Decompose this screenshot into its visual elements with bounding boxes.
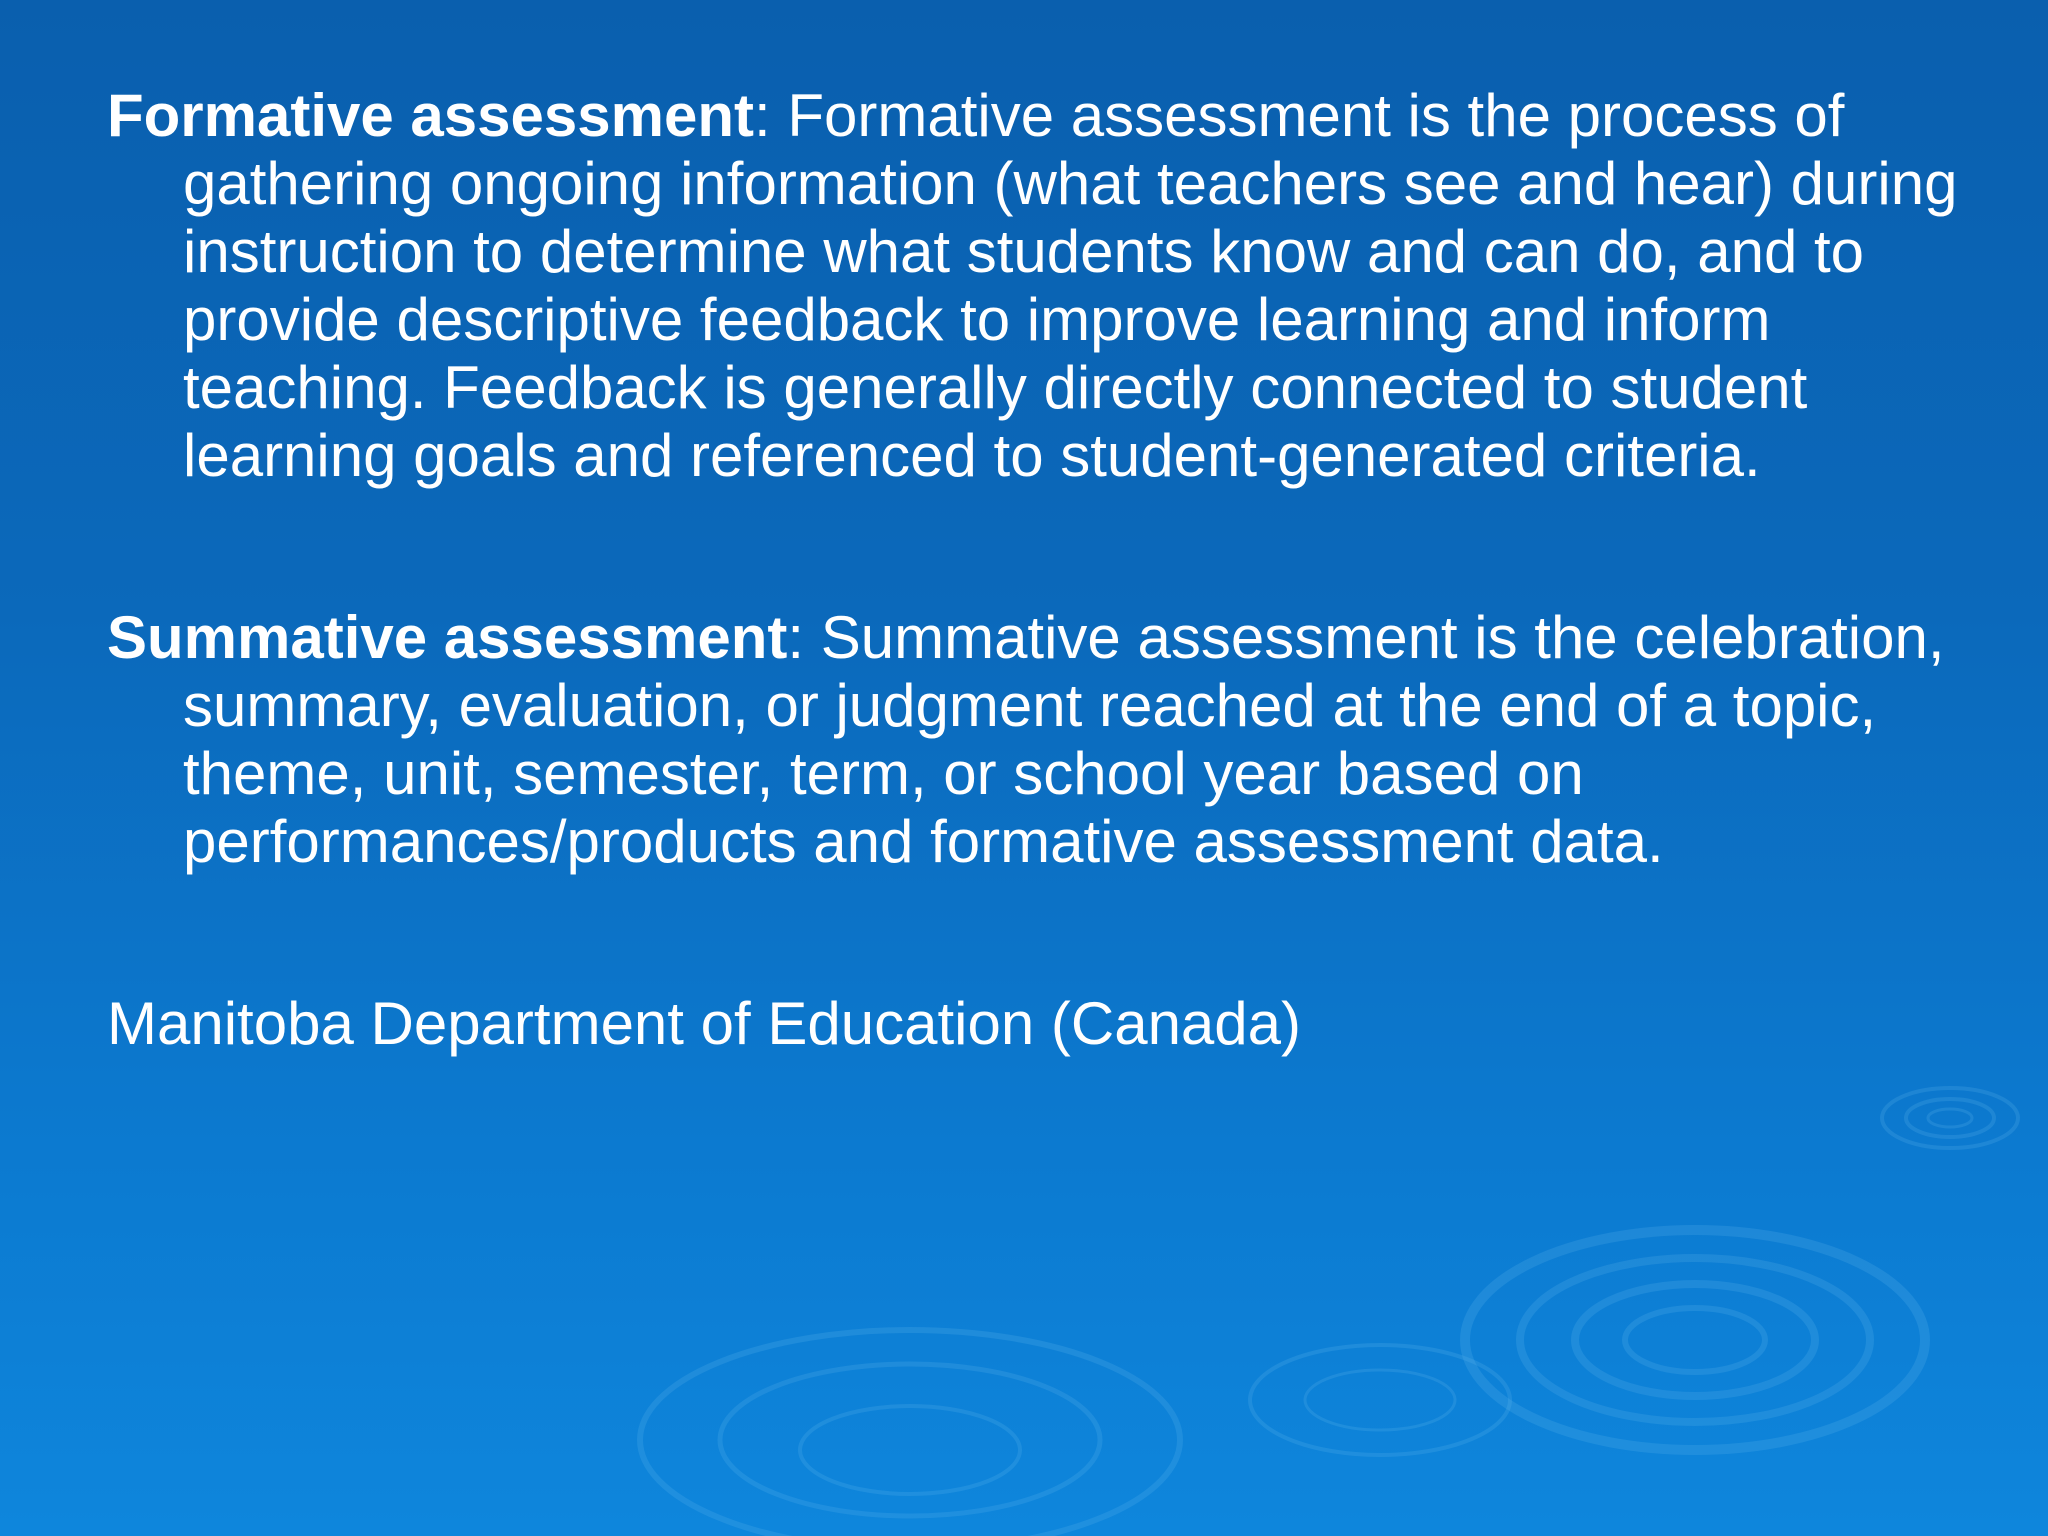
summative-separator: : — [787, 604, 805, 671]
formative-term: Formative assessment — [107, 82, 754, 149]
summative-term: Summative assessment — [107, 604, 788, 671]
summative-definition: Summative assessment is the celebration, summary, evaluation, or judgment reached at the end of a topic, theme, unit, semester, term, or school year based on performances/products and formative assessment data. — [183, 604, 1945, 875]
source-attribution: Manitoba Department of Education (Canada) — [107, 990, 1302, 1057]
formative-paragraph — [107, 82, 1967, 490]
formative-definition: Formative assessment is the process of gathering ongoing information (what teachers see and hear) during instruction to determine what students know and can do, and to provide descriptive feedback to improve learning and inform teaching. Feedback is generally directly connected to student learning goals and referenced to student-generated criteria. — [183, 82, 1958, 489]
slide-body — [107, 82, 1967, 1058]
formative-separator: : — [754, 82, 771, 149]
summative-paragraph — [107, 604, 1967, 876]
